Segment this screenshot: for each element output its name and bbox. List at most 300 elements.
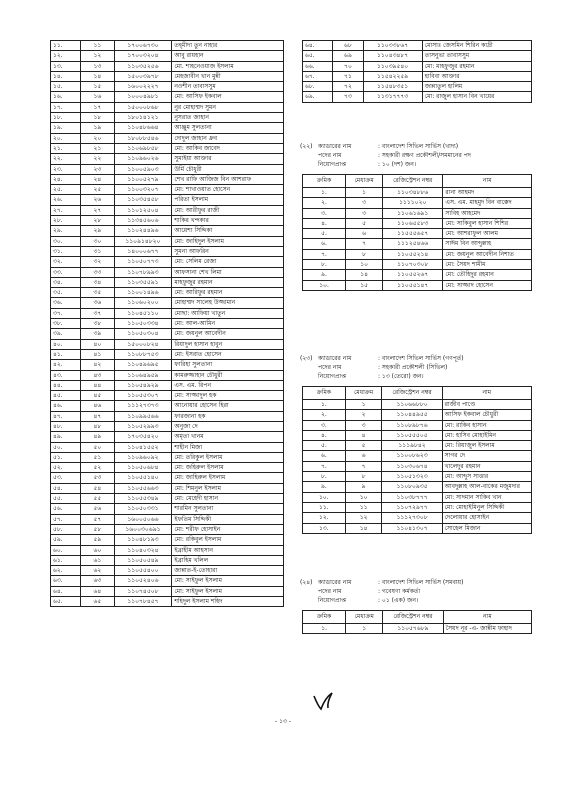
registration-cell: ১১০৬০২০০ [114, 298, 172, 308]
table-row [303, 624, 532, 634]
table-row [51, 349, 284, 359]
registration-cell: ১১০৬৯৮৫৮ [114, 143, 172, 153]
merit-cell: ৫৮ [81, 524, 114, 534]
merit-cell: ৩৫ [81, 288, 114, 298]
cadre-field-label: নিয়োগপ্রাপ্ত [318, 373, 347, 380]
serial-cell: ৬৩. [51, 576, 81, 586]
registration-cell: ১১৫৫৫৬৫৭ [383, 229, 443, 239]
name-cell: সাগর দে [442, 451, 531, 461]
merit-cell: ৫৯ [81, 535, 114, 545]
registration-cell: ১১০৫৭৬৮৯ [383, 624, 443, 634]
merit-cell: ১৩ [81, 61, 114, 71]
merit-cell: ৬৯ [333, 51, 363, 61]
serial-cell: ৭. [303, 249, 346, 259]
table-row [303, 82, 532, 92]
name-cell: মো: আকিব জাবেদ [172, 143, 284, 153]
table-row [51, 298, 284, 308]
serial-cell: ৮. [303, 260, 346, 270]
merit-cell: ৩২ [81, 257, 114, 267]
registration-cell: ১১০৪৮৬৬৪ [114, 123, 172, 133]
table-row [51, 380, 284, 390]
serial-cell: ৫৯. [51, 535, 81, 545]
registration-cell: ১১০৪০৩২৪ [114, 545, 172, 555]
merit-cell: ৪ [345, 430, 382, 440]
merit-cell: ১৫ [346, 280, 383, 290]
column-header: ক্রমিক [303, 611, 346, 624]
registration-cell: ১১০৫০৬৮৪ [114, 463, 172, 473]
name-cell: উর্মি চৌধুরী [172, 164, 284, 174]
column-header: নাম [443, 611, 531, 624]
table-row [51, 277, 284, 287]
merit-cell: ১৪ [345, 523, 382, 533]
serial-cell: ২৩. [51, 164, 81, 174]
name-cell: সুমাইয়া আক্তার [172, 154, 284, 164]
serial-cell: ৩৭. [51, 308, 81, 318]
merit-cell: ৬৮ [333, 41, 363, 51]
name-cell: শারমিন সুলতানা [172, 504, 284, 514]
table-row [303, 410, 532, 420]
merit-cell: ৭১ [333, 71, 363, 81]
name-cell: পরিতা ইসলাম [172, 195, 284, 205]
serial-cell: ৩৪. [51, 277, 81, 287]
name-cell: মো: সাকিবুল হাসান শিশির [443, 218, 532, 228]
table-row [303, 249, 532, 259]
name-cell: মাহফুজুর রহমান [172, 277, 284, 287]
name-cell: মো: মাহফুজুর রহমান [422, 61, 531, 71]
cadre-field-label: পদের নাম [318, 364, 342, 371]
table-row [51, 308, 284, 318]
name-cell: আনোয়ার হোসেন হিরা [172, 401, 284, 411]
serial-cell: ৫৪. [51, 483, 81, 493]
registration-cell: ১১০০১৪৯৬ [114, 288, 172, 298]
table-row [51, 288, 284, 298]
serial-cell: ২১. [51, 143, 81, 153]
registration-cell: ১১১৯৮৪২ [382, 441, 442, 451]
merit-cell: ৪১ [81, 349, 114, 359]
registration-cell: ১১০৫৫৬৬৩ [114, 483, 172, 493]
merit-cell: ১০ [346, 260, 383, 270]
table-row [51, 494, 284, 504]
name-cell: সাবিহ আহমেদ [443, 208, 532, 218]
registration-cell: ১৬০০৫০৬৬ [114, 514, 172, 524]
merit-cell: ৬১ [81, 555, 114, 565]
merit-cell: ৪৮ [81, 421, 114, 431]
serial-cell: ৪২. [51, 360, 81, 370]
merit-cell: ৫২ [81, 463, 114, 473]
merit-cell: ২৩ [81, 164, 114, 174]
name-cell: রাজীব পাণ্ডে [442, 400, 531, 410]
registration-cell: ১৮০৮৮৫৪৬ [114, 133, 172, 143]
merit-cell: ৪৩ [81, 370, 114, 380]
column-header: নাম [443, 175, 532, 188]
cadre-merit-table [302, 610, 532, 634]
name-cell: তহ্‌মীদা তুন নাহার [172, 41, 284, 51]
serial-cell: ৫২. [51, 463, 81, 473]
merit-cell: ৭ [346, 239, 383, 249]
registration-cell: ১১০৩৮৭৭৭ [382, 492, 442, 502]
registration-cell: ১১০৫২৪০৬ [114, 576, 172, 586]
serial-cell: ৪১. [51, 349, 81, 359]
cadre-info [300, 142, 471, 169]
table-row [303, 41, 532, 51]
name-cell: মো: সেলিম রেজা [172, 257, 284, 267]
registration-cell: ১১০০৫৯০৩ [114, 164, 172, 174]
name-cell: মোছা: আফিয়া খাতুন [172, 308, 284, 318]
registration-cell: ১১১২৭৩৭৩ [114, 401, 172, 411]
merit-cell: ৬৫ [81, 597, 114, 607]
table-row [51, 463, 284, 473]
table-row [51, 452, 284, 462]
registration-cell: ১১০৯৬০২৬ [114, 154, 172, 164]
serial-cell: ৩. [303, 208, 346, 218]
merit-cell: ২১ [81, 143, 114, 153]
merit-cell: ৫ [346, 218, 383, 228]
table-row [51, 411, 284, 421]
merit-cell: ৬ [345, 451, 382, 461]
table-row [51, 174, 284, 184]
cadre-merit-table [302, 386, 532, 534]
name-cell: হাবিবা আক্তার [422, 71, 531, 81]
name-cell: সোহেল মিজান [442, 523, 531, 533]
name-cell: এস. এম. মাহমুদ বিন বাক্কেদ [443, 198, 532, 208]
name-cell: মো: সাজ্জাদুল হক [172, 391, 284, 401]
table-row [303, 420, 532, 430]
serial-cell: ৪৮. [51, 421, 81, 431]
registration-cell: ১১০২৪৪৯৬ [114, 226, 172, 236]
table-row [51, 370, 284, 380]
registration-cell: ১১০০৮৬২৩ [382, 451, 442, 461]
table-row [303, 502, 532, 512]
merit-cell: ৮ [346, 249, 383, 259]
registration-cell: ১১০৫৫২৬৭ [383, 270, 443, 280]
table-row [51, 41, 284, 51]
merit-cell: ২৫ [81, 185, 114, 195]
name-cell: দেলোয়ার হোসাইন [442, 513, 531, 523]
serial-cell: ১০. [303, 492, 346, 502]
column-header: রেজিস্ট্রেশন নম্বর [383, 611, 443, 624]
cadre-info [300, 354, 464, 381]
registration-cell: ১১০৫০৭৭৩ [114, 257, 172, 267]
registration-cell: ১১০৮৯৮৭৬ [382, 420, 442, 430]
merit-cell: ১ [346, 188, 383, 198]
cadre-field-value: : বাংলাদেশ সিভিল সার্ভিস (গণপূর্ত) [378, 355, 464, 362]
registration-cell: ১৪০০০৬৭৭ [114, 246, 172, 256]
registration-cell: ১১০৫০৩৩৪ [114, 319, 172, 329]
table-row [303, 461, 532, 471]
table-row [51, 185, 284, 195]
name-cell: সৈয়দ নূর -এ- জান্নীম ফাহাদ [443, 624, 531, 634]
table-row [303, 280, 532, 290]
registration-cell: ১১০৩৯৫৪০ [363, 61, 422, 71]
name-cell: মো: সাজ্জাদ হোসেন [443, 280, 532, 290]
name-cell: নুর মোহাম্মদ সুমন [172, 102, 284, 112]
cadre-field-value: : গবেষণা কর্মকর্তা [378, 588, 421, 595]
registration-cell: ১১৩১৭৭৭৩ [363, 92, 422, 102]
serial-cell: ৯. [303, 270, 346, 280]
name-cell: মো: ইসরাত হোসেন [172, 349, 284, 359]
serial-cell: ১. [303, 188, 346, 198]
column-header: ক্রমিক [303, 387, 346, 400]
registration-cell: ১১০৫৫৪০০ [114, 566, 172, 576]
left-merit-table [50, 40, 284, 607]
table-row [51, 133, 284, 143]
merit-cell: ১৬ [81, 92, 114, 102]
section-number: (২৩) [300, 355, 313, 362]
serial-cell: ৩০. [51, 236, 81, 246]
registration-cell: ১১০৮০৯৩৫ [382, 482, 442, 492]
table-row [51, 51, 284, 61]
serial-cell: ৮. [303, 472, 346, 482]
merit-cell: ২৭ [81, 205, 114, 215]
serial-cell: ৪০. [51, 339, 81, 349]
table-row [51, 61, 284, 71]
registration-cell: ১১০৫৫১৪০ [114, 473, 172, 483]
table-row [51, 401, 284, 411]
merit-cell: ৩৮ [81, 319, 114, 329]
name-cell: মোহাম্মদ সালেহ উজ্জামান [172, 298, 284, 308]
cadre-field-value: : ১৩ (তেরো) জন। [378, 373, 424, 380]
table-row [51, 329, 284, 339]
serial-cell: ৩. [303, 420, 346, 430]
registration-cell: ১১০৮৮৭৫৩ [114, 349, 172, 359]
table-row [303, 208, 532, 218]
name-cell: কামরুজ্জাহান চৌধুরী [172, 370, 284, 380]
name-cell: মো: মোহাইমিনুল সিদ্দিকী [442, 502, 531, 512]
table-row [51, 71, 284, 81]
serial-cell: ২৫. [51, 185, 81, 195]
serial-cell: ৩৯. [51, 329, 81, 339]
table-row [51, 483, 284, 493]
column-header: রেজিস্ট্রেশন নম্বর [382, 387, 442, 400]
name-cell: দোদুল জাহান ধ্রুব [172, 133, 284, 143]
name-cell: শহিদুল ইসলাম শহিদ [172, 597, 284, 607]
registration-cell: ১১০৪৮১৯৩ [114, 535, 172, 545]
name-cell: মো: শরীফ হোসাইন [172, 524, 284, 534]
serial-cell: ৬৫. [303, 51, 333, 61]
registration-cell: ১৫০০০৮৬৮ [114, 102, 172, 112]
registration-cell: ১৫০০৩৯৭৮ [114, 71, 172, 81]
serial-cell: ১৯. [51, 123, 81, 133]
table-row [51, 102, 284, 112]
merit-cell: ৩৬ [81, 298, 114, 308]
serial-cell: ৭. [303, 461, 346, 471]
serial-cell: ৬. [303, 239, 346, 249]
registration-cell: ১১১২৫৪৬৬ [383, 239, 443, 249]
column-header: ক্রমিক [303, 175, 346, 188]
merit-cell: ৮ [345, 472, 382, 482]
registration-cell: ১১০৬৫৫৮৩ [383, 218, 443, 228]
cadre-field-value: : ১০ (দশ) জন। [378, 161, 417, 168]
name-cell: ইফতিম সিদ্দিকী [172, 514, 284, 524]
table-row [303, 513, 532, 523]
merit-cell: ২৬ [81, 195, 114, 205]
name-cell: আঞ্জুম সুলতানা [172, 123, 284, 133]
cadre-field-value: : ০১ (এক) জন। [378, 597, 419, 604]
registration-cell: ১১৫৪২২৫৯ [363, 71, 422, 81]
serial-cell: ৫. [303, 441, 346, 451]
merit-cell: ১১ [81, 41, 114, 51]
serial-cell: ৫৩. [51, 473, 81, 483]
registration-cell: ১১০৫৫৫০৫ [382, 430, 442, 440]
serial-cell: ১. [303, 624, 346, 634]
merit-cell: ৫৪ [81, 483, 114, 493]
table-row [303, 482, 532, 492]
merit-cell: ১৪ [81, 71, 114, 81]
serial-cell: ১১. [303, 502, 346, 512]
serial-cell: ২৬. [51, 195, 81, 205]
merit-cell: ১ [345, 400, 382, 410]
name-cell: মো: আরিফুর রহমান [172, 288, 284, 298]
merit-cell: ৭০ [333, 61, 363, 71]
name-cell: খালেদুর রহমান [442, 461, 531, 471]
merit-cell: ২ [345, 410, 382, 420]
registration-cell: ১১০৪৫১১০ [114, 308, 172, 318]
serial-cell: ১৬. [51, 92, 81, 102]
merit-cell: ৬৩ [81, 576, 114, 586]
name-cell: মো: জাহিরুল ইসলাম [172, 473, 284, 483]
name-cell: মেহজাবীন খান মুন্নী [172, 71, 284, 81]
merit-cell: ৩ [345, 420, 382, 430]
table-row [51, 257, 284, 267]
name-cell: অমৃতা খানম [172, 432, 284, 442]
serial-cell: ৫৫. [51, 494, 81, 504]
name-cell: মো: সাইফুল ইসলাম [172, 576, 284, 586]
merit-cell: ৬২ [81, 566, 114, 576]
registration-cell: ১১০৬৬৮৮০ [382, 400, 442, 410]
table-row [51, 246, 284, 256]
name-cell: মো: শাখাওয়াত হোসেন [172, 185, 284, 195]
name-cell: মো: জহিরুল ইসলাম [172, 463, 284, 473]
registration-cell: ১১০৬৪৯৫৯ [114, 370, 172, 380]
table-row [51, 576, 284, 586]
registration-cell: ১১০০৫২৭৯ [114, 174, 172, 184]
registration-cell: ১১০৩৫৫৯১ [114, 277, 172, 287]
name-cell: মো: সাইফুল ইসলাম [172, 586, 284, 596]
table-row [303, 198, 532, 208]
serial-cell: ৩২. [51, 257, 81, 267]
merit-cell: ৩৪ [81, 277, 114, 287]
table-row [51, 195, 284, 205]
serial-cell: ৬০. [51, 545, 81, 555]
merit-cell: ৪৯ [81, 432, 114, 442]
registration-cell: ১৭০৩৫৪২০ [114, 432, 172, 442]
table-row [51, 164, 284, 174]
table-row [51, 442, 284, 452]
serial-cell: ৬৫. [51, 597, 81, 607]
table-row [51, 586, 284, 596]
merit-cell: ৭ [345, 461, 382, 471]
cadre-field-label: নিয়োগপ্রাপ্ত [318, 161, 347, 168]
serial-cell: ৫৭. [51, 514, 81, 524]
serial-cell: ২৪. [51, 174, 81, 184]
cadre-field-label: পদের নাম [318, 152, 342, 159]
merit-cell: ১২ [81, 51, 114, 61]
signature-mark [312, 690, 340, 712]
merit-cell: ৬০ [81, 545, 114, 555]
registration-cell: ১১০৯৬০৯২ [114, 452, 172, 462]
table-row [51, 216, 284, 226]
registration-cell: ১১০১২৫০৪ [114, 205, 172, 215]
registration-cell: ১৬০০৩০৬৯১ [114, 524, 172, 534]
merit-cell: ৫ [345, 441, 382, 451]
merit-cell: ১০ [345, 492, 382, 502]
merit-cell: ৩০ [81, 236, 114, 246]
registration-cell: ১১০৩৫৪৫৮ [114, 195, 172, 205]
table-row [51, 597, 284, 607]
table-row [303, 441, 532, 451]
cadre-field-label: নিয়োগপ্রাপ্ত [318, 597, 347, 604]
merit-cell: ২৪ [81, 174, 114, 184]
serial-cell: ৯. [303, 482, 346, 492]
name-cell: অনুজা দে [172, 421, 284, 431]
registration-cell: ১০০০৪৯৮১ [114, 92, 172, 102]
merit-cell: ২৮ [81, 216, 114, 226]
top-right-merit-table [302, 40, 532, 103]
table-row [303, 61, 532, 71]
serial-cell: ১৪. [51, 71, 81, 81]
table-row [51, 524, 284, 534]
table-row [51, 473, 284, 483]
name-cell: রিয়াদুল হাসান হাবুন [172, 339, 284, 349]
registration-cell: ১১০৭০৩০৮ [383, 260, 443, 270]
merit-cell: ৫৫ [81, 494, 114, 504]
serial-cell: ৩৬. [51, 298, 81, 308]
serial-cell: ৩৫. [51, 288, 81, 298]
registration-cell: ১১০৩০৬৭৪ [382, 461, 442, 471]
serial-cell: ৬১. [51, 555, 81, 565]
name-cell: মো: রকিবুল ইসলাম [172, 535, 284, 545]
merit-cell: ৫৩ [81, 473, 114, 483]
registration-cell: ১১০৭৮৯৯৩ [114, 267, 172, 277]
name-cell: ইব্রাহীম আহসান [172, 545, 284, 555]
registration-cell: ১১০৫০৩৩১ [114, 504, 172, 514]
serial-cell: ৪৭. [51, 411, 81, 421]
table-row [303, 188, 532, 198]
registration-cell: ১১০৭৮৪৫৭ [114, 597, 172, 607]
section-number: (২৪) [300, 579, 313, 586]
registration-cell: ১১০৭২৯৭৭ [382, 502, 442, 512]
name-cell: মোসাঃ জেসমিন শিরিন কাদ্রী [422, 41, 531, 51]
name-cell: মো: তৌহিদুর রহমান [443, 270, 532, 280]
table-row [303, 523, 532, 533]
name-cell: মো: জয়নুল আবেদীন [172, 329, 284, 339]
table-row [51, 154, 284, 164]
name-cell: মো: আরীফুর রাজী [172, 205, 284, 215]
merit-cell: ৪৭ [81, 411, 114, 421]
table-row [51, 226, 284, 236]
serial-cell: ৬৬. [303, 61, 333, 71]
merit-cell: ১৭ [81, 102, 114, 112]
registration-cell: ১১০৯৯৫৬৬ [114, 411, 172, 421]
table-row [303, 270, 532, 280]
name-cell: মো: আসিফ ইকবাল [172, 92, 284, 102]
merit-cell: ৩ [346, 208, 383, 218]
name-cell: সাঈম বিন আব্দুল্লাহ [443, 239, 532, 249]
merit-cell: ৩১ [81, 246, 114, 256]
serial-cell: ১৩. [303, 523, 346, 533]
serial-cell: ১৫. [51, 82, 81, 92]
serial-cell: ১৮. [51, 113, 81, 123]
cadre-field-value: : বাংলাদেশ সিভিল সার্ভিস (সমবায়) [378, 579, 464, 586]
registration-cell: ১৮০১৪১২১ [114, 113, 172, 123]
serial-cell: ৬৮. [303, 82, 333, 92]
serial-cell: ২০. [51, 133, 81, 143]
serial-cell: ১২. [51, 51, 81, 61]
name-cell: মো: রাকিব হাসান [442, 420, 531, 430]
table-row [51, 339, 284, 349]
registration-cell: ১১০৫৪৯২৯ [114, 380, 172, 390]
registration-cell: ১১০৫১৩২৩ [382, 472, 442, 482]
